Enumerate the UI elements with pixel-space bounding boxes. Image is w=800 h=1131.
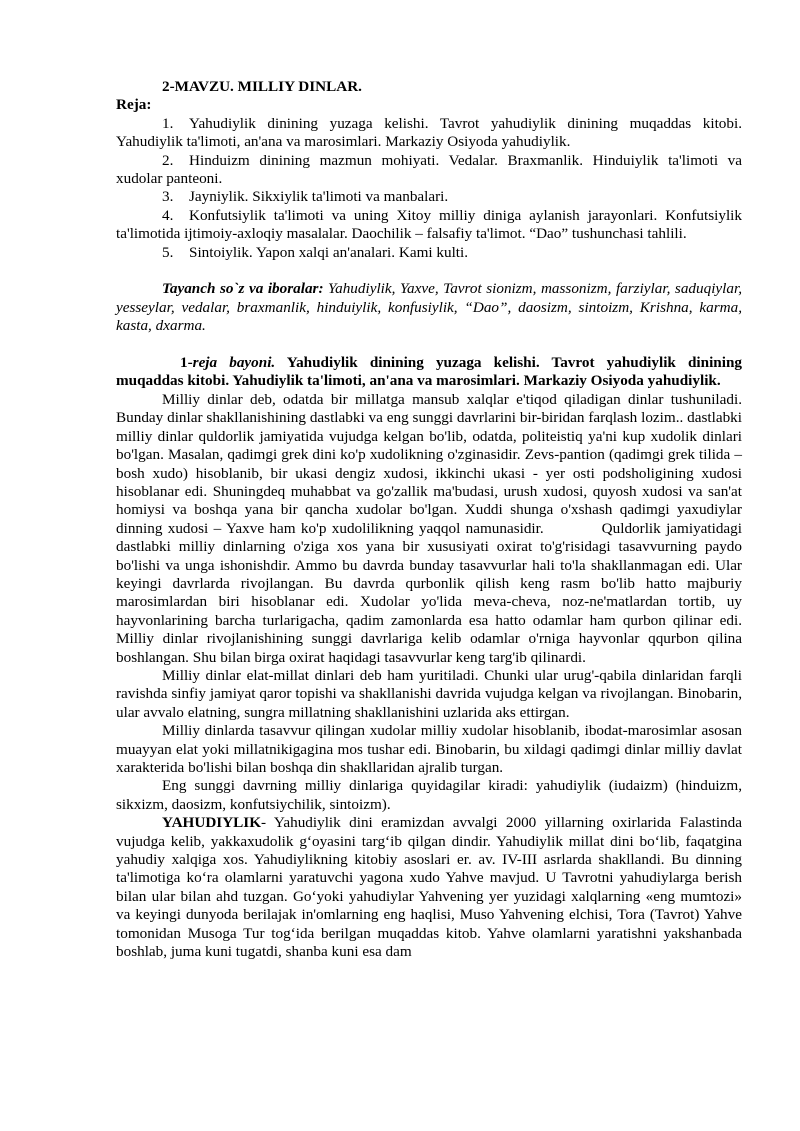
keywords-label: Tayanch so`z va iboralar:: [162, 280, 324, 298]
body-paragraph: Milliy dinlarda tasavvur qilingan xudolar milliy xudolar hisoblanib, ibodat-marosimlar asosan muayyan elat yoki millatnikigagina mos tushar edi. Binobarin, bu xildagi qadimgi dinlar milliy davlat xarakterida bo'lishi bilan boshqa din shakllaridan ajralib turgan.: [116, 722, 742, 776]
section-label: reja bayoni.: [192, 354, 276, 372]
document-page: [116, 78, 742, 961]
spacer: [116, 336, 742, 354]
section-title: Yahudiylik dinining yuzaga kelishi. Tavrot yahudiylik dinining muqaddas kitobi. Yahudiylik ta'limoti, an'ana va marosimlari. Markaziy Osiyoda yahudiylik.: [116, 354, 743, 390]
plan-item-number: 4.: [162, 206, 174, 224]
plan-item: [116, 244, 742, 262]
paragraph-text: Quldorlik jamiyatidagi dastlabki milliy dinlarning o'ziga xos yana bir xususiyati oxirat to'g'risidagi tasavvurning paydo bo'lishi va unga ishonishdir. Ammo bu davrda bunday tasavvurlar hali to'la shakllanmagan edi. Ular keyingi davrlarda rivojlangan. Bu davrda qurbonlik qilish keng rasm bo'lib hatto majburiy marosimlardan biri hisoblanar edi. Xudolar yo'lida meva-cheva, noz-ne'matlardan tortib, uy hayvonlarining barcha turlarigacha, qadim zamonlarda esa hatto odamlar ham qurbon qilinar edi. Milliy dinlar rivojlanishining sunggi davrlariga kelib odamlar o'rniga hayvonlar qqurbon qilina boshlangan. Shu bilan birga oxirat haqidagi tasavvurlar keng targ'ib qilinardi.: [116, 519, 742, 666]
plan-item-text: Jayniylik. Sikxiylik ta'limoti va manbalari.: [189, 188, 449, 206]
paragraph-lead: YAHUDIYLIK: [162, 814, 262, 832]
plan-item-text: Yahudiylik dinining yuzaga kelishi. Tavrot yahudiylik dinining muqaddas kitobi. Yahudiylik ta'limoti, an'ana va marosimlari. Markaziy Osiyoda yahudiylik.: [116, 114, 742, 151]
body-paragraph: Milliy dinlar elat-millat dinlari deb ham yuritiladi. Chunki ular urug'-qabila dinlaridan farqli ravishda sinfiy jamiyat qaror topishi va shakllanishi davrida vujudga kelgan va rivojlangan. Binobarin, ular avvalo elatning, sungra millatning shakllanishini uzlarida aks ettirgan.: [116, 666, 742, 721]
document-title: 2-MAVZU. MILLIY DINLAR.: [162, 78, 362, 95]
body-paragraph: [116, 814, 742, 961]
plan-item-number: 1.: [162, 114, 174, 132]
plan-item: [116, 207, 742, 244]
plan-item-number: 2.: [162, 151, 174, 169]
body-paragraph: Eng sunggi davrning milliy dinlariga quyidagilar kiradi: yahudiylik (iudaizm) (hinduizm, sikxizm, daosizm, konfutsiychilik, sintoizm).: [116, 777, 742, 813]
plan-item: [116, 115, 742, 152]
plan-item-text: Konfutsiylik ta'limoti va uning Xitoy milliy diniga aylanish jarayonlari. Konfutsiylik ta'limotida ijtimoiy-axloqiy masalalar. Daochilik – falsafiy ta'limot. “Dao” tushunchasi tahlili.: [116, 206, 742, 243]
section-heading: [116, 354, 742, 391]
plan-item-text: Sintoiylik. Yapon xalqi an'analari. Kami kulti.: [189, 243, 469, 261]
body-paragraph: [116, 391, 742, 667]
keywords-paragraph: [116, 280, 742, 335]
plan-item-text: Hinduizm dinining mazmun mohiyati. Vedalar. Braxmanlik. Hinduiylik ta'limoti va xudolar panteoni.: [116, 151, 742, 188]
plan-item: [116, 188, 742, 206]
plan-item-number: 5.: [162, 243, 174, 261]
plan-heading: Reja:: [116, 96, 152, 114]
spacer: [116, 262, 742, 280]
paragraph-text: - Yahudiylik dini eramizdan avvalgi 2000 yillarning oxirlarida Falastinda vujudga kelib, yakkaxudolik g‘oyasini targ‘ib qilgan dindir. Yahudiylik millat dini bo‘lib, faqatgina yahudiy xalqiga xos. Yahudiylikning kitobiy asoslari er. av. IV-III asrlarda shakllandi. Bu dinning ta'limotiga ko‘ra olamlarni yaratuvchi yagona xudo Yahve mavjud. U Tavrotni yahudiylarga berish bilan ular bilan ahd tuzgan. Go‘yoki yahudiylar Yahvening yer yuzidagi xalqlarning «eng mumtozi» va keyingi dunyoda berilajak in'omlarning eng haqlisi, Muso Yahvening elchisi, Tora (Tavrot) Yahve tomonidan Musoga Tur tog‘ida berilgan muqaddas kitob. Yahve olamlarni yaratishni yakshanbada boshlab, juma kuni tugatdi, shanba kuni esa dam: [116, 814, 742, 961]
paragraph-text: Milliy dinlar deb, odatda bir millatga mansub xalqlar e'tiqod qiladigan dinlar tushuniladi. Bunday dinlar shakllanishining dastlabki va eng sunggi davrlarini bir-biridan farqlash lozim.. dastlabki milliy dinlar quldorlik jamiyatida vujudga kelgan bo'lib, odatda, politeistiq ya'ni kup xudolik dinlari bo'lgan. Masalan, qadimgi grek dini ko'p xudolikning o'zginasidir. Zevs-pantion (qadimgi grek tilida – bosh xudo) hisoblanib, bir ukasi dengiz xudosi, ikkinchi ukasi - yer osti podsholigining xudosi hisoblanar edi. Shuningdeq muhabbat va go'zallik ma'budasi, urush xudosi, quyosh xudosi va san'at homiysi va boshqa yana bir qancha xudolar bo'lgan. Xuddi shunga o'xshash qadimgi yaxudiylar dinning xudosi – Yaxve ham ko'p xudolilikning yaqqol namunasidir.: [116, 390, 742, 537]
plan-item: [116, 152, 742, 189]
plan-item-number: 3.: [162, 188, 174, 206]
keywords-text: Yahudiylik, Yaxve, Tavrot sionizm, massonizm, farziylar, saduqiylar, yesseylar, vedalar, braxmanlik, hinduiylik, konfusiylik, “Dao”, daosizm, sintoizm, Krishna, karma, kasta, dxarma.: [116, 280, 742, 335]
section-number: 1-: [180, 354, 193, 372]
